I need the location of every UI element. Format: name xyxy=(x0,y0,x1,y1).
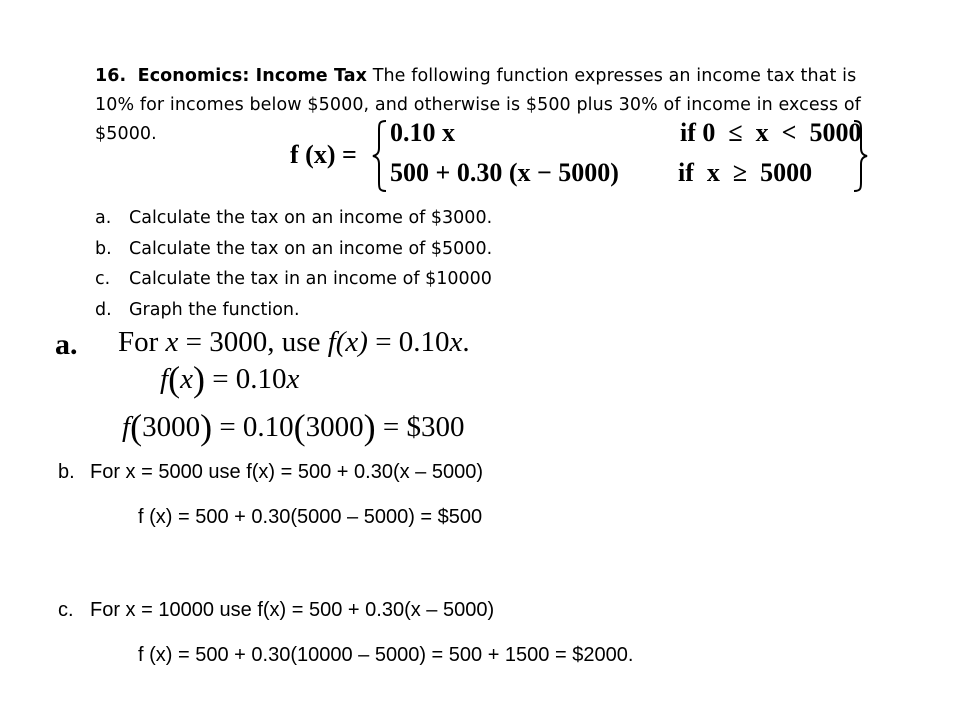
solution-b-line-2: f (x) = 500 + 0.30(5000 – 5000) = $500 xyxy=(138,506,483,528)
solution-b-line-1: b. For x = 5000 use f(x) = 500 + 0.30(x – 5000) xyxy=(58,461,484,483)
problem-number: 16. xyxy=(95,66,127,86)
solution-a-line-2: f(x) = 0.10x xyxy=(160,359,300,399)
list-item: c. Calculate the tax in an income of $10000 xyxy=(95,269,492,289)
solution-c-line-2: f (x) = 500 + 0.30(10000 – 5000) = 500 + 1500 = $2000. xyxy=(138,644,634,666)
solution-b-label: b. xyxy=(58,461,75,483)
solution-c-label: c. xyxy=(58,599,74,621)
left-brace-icon xyxy=(372,120,388,192)
function-lhs: f (x) = xyxy=(290,140,357,169)
list-item: d. Graph the function. xyxy=(95,299,300,320)
solution-a-line-1: For x = 3000, use f(x) = 0.10x. xyxy=(118,326,470,358)
solution-a-label: a. xyxy=(55,328,78,361)
case-2-condition: if x ≥ 5000 xyxy=(678,158,813,187)
solution-c-line-1: c. For x = 10000 use f(x) = 500 + 0.30(x – 5000) xyxy=(58,599,495,621)
parts-list xyxy=(95,203,492,325)
problem-topic: Economics: Income Tax xyxy=(137,66,368,86)
problem-text: The following function expresses an income tax that is 10% for incomes below $5000, and otherwise is $500 plus 30% of income in excess of $5000. xyxy=(95,66,861,144)
case-1-expression: 0.10 x xyxy=(390,118,455,147)
list-item: a. Calculate the tax on an income of $3000. xyxy=(95,208,493,228)
right-brace-icon xyxy=(852,120,868,192)
case-1-condition: if 0 ≤ x < 5000 xyxy=(680,118,862,147)
solution-a-line-3: f(3000) = 0.10(3000) = $300 xyxy=(122,407,465,447)
piecewise-function xyxy=(290,118,880,194)
list-item: b. Calculate the tax on an income of $5000. xyxy=(95,238,493,259)
case-2-expression: 500 + 0.30 (x − 5000) xyxy=(390,158,619,187)
